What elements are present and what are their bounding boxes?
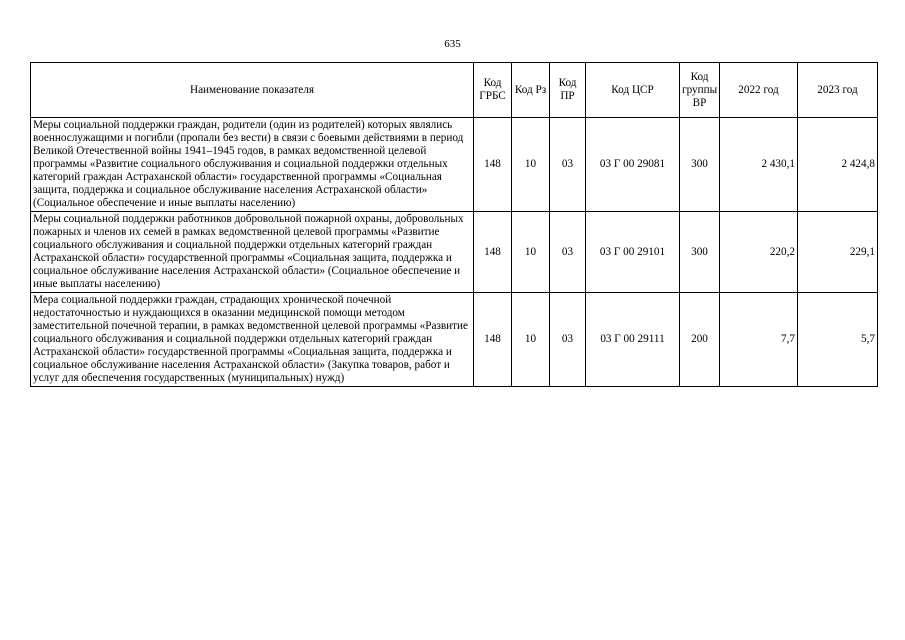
row-vr: 300 <box>680 212 720 293</box>
table-row <box>31 212 878 293</box>
header-row <box>31 63 878 118</box>
header-name: Наименование показателя <box>31 63 474 118</box>
row-vr: 200 <box>680 293 720 387</box>
header-2022: 2022 год <box>720 63 798 118</box>
header-pr: Код ПР <box>550 63 586 118</box>
row-grbs: 148 <box>474 212 512 293</box>
page-number: 635 <box>444 38 461 50</box>
row-pr: 03 <box>550 118 586 212</box>
row-csr: 03 Г 00 29101 <box>586 212 680 293</box>
row-2022: 2 430,1 <box>720 118 798 212</box>
row-2023: 229,1 <box>798 212 878 293</box>
row-vr: 300 <box>680 118 720 212</box>
row-pr: 03 <box>550 212 586 293</box>
row-rz: 10 <box>512 293 550 387</box>
row-grbs: 148 <box>474 293 512 387</box>
row-csr: 03 Г 00 29111 <box>586 293 680 387</box>
row-name: Меры социальной поддержки работников добровольной пожарной охраны, добровольных пожарных и членов их семей в рамках ведомственной целевой программы «Развитие социального обслуживания и социальной поддержки отдельных категорий граждан Астраханской области» государственной программы «Социальная защита, поддержка и социальное обслуживание населения Астраханской области» (Социальное обеспечение и иные выплаты населению) <box>31 212 474 293</box>
budget-table <box>30 62 878 387</box>
header-grbs: Код ГРБС <box>474 63 512 118</box>
row-2023: 2 424,8 <box>798 118 878 212</box>
row-2023: 5,7 <box>798 293 878 387</box>
header-csr: Код ЦСР <box>586 63 680 118</box>
table-row <box>31 293 878 387</box>
row-name: Меры социальной поддержки граждан, родители (один из родителей) которых являлись военнослужащими и погибли (пропали без вести) в связи с боевыми действиями в период Великой Отечественной войны 1941–1945 годов, в рамках ведомственной целевой программы «Развитие социального обслуживания и социальной поддержки отдельных категорий граждан Астраханской области» государственной программы «Социальная защита, поддержка и социальное обслуживание населения Астраханской области» (Социальное обеспечение и иные выплаты населению) <box>31 118 474 212</box>
row-rz: 10 <box>512 118 550 212</box>
row-csr: 03 Г 00 29081 <box>586 118 680 212</box>
row-2022: 7,7 <box>720 293 798 387</box>
row-2022: 220,2 <box>720 212 798 293</box>
row-grbs: 148 <box>474 118 512 212</box>
header-vr: Код группы ВР <box>680 63 720 118</box>
header-rz: Код Рз <box>512 63 550 118</box>
header-2023: 2023 год <box>798 63 878 118</box>
table-row <box>31 118 878 212</box>
row-pr: 03 <box>550 293 586 387</box>
row-rz: 10 <box>512 212 550 293</box>
row-name: Мера социальной поддержки граждан, страдающих хронической почечной недостаточностью и нуждающихся в оказании медицинской помощи методом заместительной почечной терапии, в рамках ведомственной целевой программы «Развитие социального обслуживания и социальной поддержки отдельных категорий граждан Астраханской области» государственной программы «Социальная защита, поддержка и социальное обслуживание населения Астраханской области» (Закупка товаров, работ и услуг для обеспечения государственных (муниципальных) нужд) <box>31 293 474 387</box>
